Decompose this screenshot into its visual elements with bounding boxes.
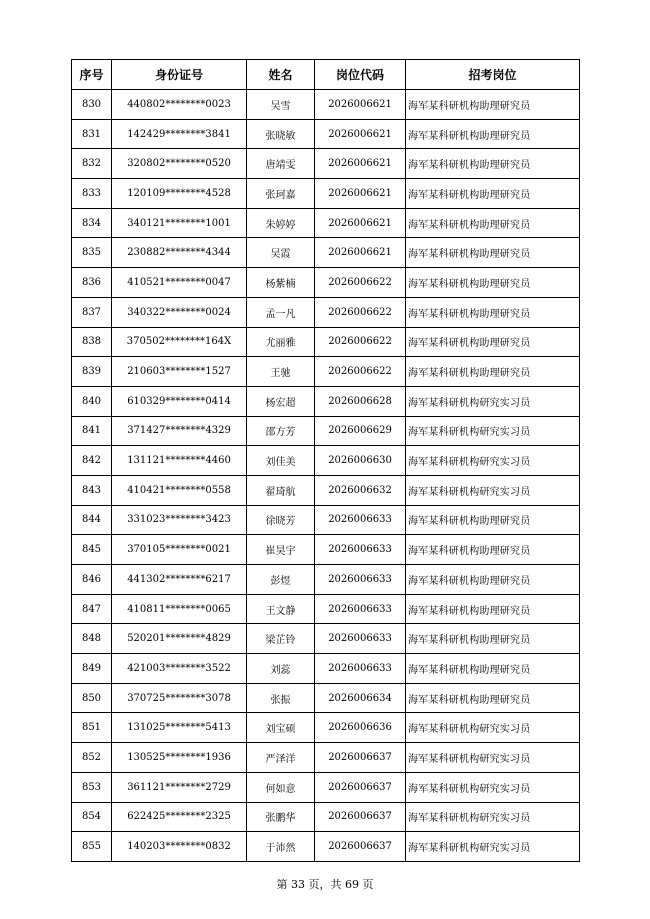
post-title-cell: 海军某科研机构研究实习员 (406, 416, 580, 446)
name-cell: 吴霞 (247, 238, 315, 268)
id-number-cell: 361121********2729 (112, 772, 247, 802)
name-cell: 邵方芳 (247, 416, 315, 446)
table-row (72, 683, 580, 713)
serial-number-cell: 848 (72, 624, 112, 654)
name-cell: 刘宝硕 (247, 713, 315, 743)
post-code-cell: 2026006629 (315, 416, 406, 446)
post-code-cell: 2026006637 (315, 832, 406, 862)
post-code-cell: 2026006628 (315, 386, 406, 416)
post-title-cell: 海军某科研机构助理研究员 (406, 535, 580, 565)
name-cell: 杨宏超 (247, 386, 315, 416)
table-row (72, 832, 580, 862)
post-code-cell: 2026006633 (315, 654, 406, 684)
id-number-cell: 410811********0065 (112, 594, 247, 624)
table-row (72, 238, 580, 268)
table-row (72, 119, 580, 149)
post-code-cell: 2026006621 (315, 238, 406, 268)
id-number-cell: 441302********6217 (112, 565, 247, 595)
table-row (72, 772, 580, 802)
id-number-cell: 370502********164X (112, 327, 247, 357)
serial-number-cell: 853 (72, 772, 112, 802)
table-row (72, 149, 580, 179)
serial-number-cell: 831 (72, 119, 112, 149)
table-row (72, 713, 580, 743)
post-title-cell: 海军某科研机构助理研究员 (406, 565, 580, 595)
id-number-cell: 131025********5413 (112, 713, 247, 743)
id-number-cell: 520201********4829 (112, 624, 247, 654)
post-title-cell: 海军某科研机构助理研究员 (406, 505, 580, 535)
post-title-cell: 海军某科研机构研究实习员 (406, 832, 580, 862)
serial-number-cell: 855 (72, 832, 112, 862)
id-number-cell: 230882********4344 (112, 238, 247, 268)
post-code-cell: 2026006621 (315, 208, 406, 238)
table-header-row (72, 60, 580, 90)
table-row (72, 446, 580, 476)
serial-number-cell: 836 (72, 268, 112, 298)
id-number-cell: 142429********3841 (112, 119, 247, 149)
name-cell: 唐靖雯 (247, 149, 315, 179)
post-code-cell: 2026006622 (315, 357, 406, 387)
table-row (72, 386, 580, 416)
table-row (72, 624, 580, 654)
candidate-table (71, 59, 580, 862)
header-id-number: 身份证号 (112, 60, 247, 90)
post-code-cell: 2026006633 (315, 505, 406, 535)
serial-number-cell: 838 (72, 327, 112, 357)
post-title-cell: 海军某科研机构助理研究员 (406, 179, 580, 209)
post-title-cell: 海军某科研机构助理研究员 (406, 208, 580, 238)
name-cell: 梁芷铃 (247, 624, 315, 654)
post-title-cell: 海军某科研机构助理研究员 (406, 654, 580, 684)
post-title-cell: 海军某科研机构研究实习员 (406, 475, 580, 505)
table-row (72, 594, 580, 624)
post-code-cell: 2026006622 (315, 268, 406, 298)
post-code-cell: 2026006637 (315, 772, 406, 802)
header-post-title: 招考岗位 (406, 60, 580, 90)
post-title-cell: 海军某科研机构助理研究员 (406, 268, 580, 298)
header-name: 姓名 (247, 60, 315, 90)
post-code-cell: 2026006634 (315, 683, 406, 713)
serial-number-cell: 851 (72, 713, 112, 743)
name-cell: 王文静 (247, 594, 315, 624)
name-cell: 严泽洋 (247, 743, 315, 773)
table-row (72, 179, 580, 209)
post-title-cell: 海军某科研机构助理研究员 (406, 327, 580, 357)
id-number-cell: 371427********4329 (112, 416, 247, 446)
post-title-cell: 海军某科研机构研究实习员 (406, 713, 580, 743)
id-number-cell: 140203********0832 (112, 832, 247, 862)
id-number-cell: 370105********0021 (112, 535, 247, 565)
table-row (72, 357, 580, 387)
post-title-cell: 海军某科研机构助理研究员 (406, 149, 580, 179)
table-row (72, 268, 580, 298)
serial-number-cell: 844 (72, 505, 112, 535)
name-cell: 张鹏华 (247, 802, 315, 832)
serial-number-cell: 839 (72, 357, 112, 387)
post-code-cell: 2026006633 (315, 594, 406, 624)
post-code-cell: 2026006636 (315, 713, 406, 743)
name-cell: 张晓敏 (247, 119, 315, 149)
table-row (72, 208, 580, 238)
id-number-cell: 370725********3078 (112, 683, 247, 713)
serial-number-cell: 847 (72, 594, 112, 624)
name-cell: 王驰 (247, 357, 315, 387)
table-row (72, 90, 580, 120)
id-number-cell: 440802********0023 (112, 90, 247, 120)
id-number-cell: 622425********2325 (112, 802, 247, 832)
name-cell: 张珂嘉 (247, 179, 315, 209)
post-title-cell: 海军某科研机构研究实习员 (406, 772, 580, 802)
id-number-cell: 320802********0520 (112, 149, 247, 179)
name-cell: 彭煜 (247, 565, 315, 595)
id-number-cell: 130525********1936 (112, 743, 247, 773)
post-title-cell: 海军某科研机构助理研究员 (406, 297, 580, 327)
table-row (72, 802, 580, 832)
page-footer: 第 33 页，共 69 页 (276, 878, 374, 891)
serial-number-cell: 832 (72, 149, 112, 179)
serial-number-cell: 830 (72, 90, 112, 120)
post-title-cell: 海军某科研机构研究实习员 (406, 386, 580, 416)
post-code-cell: 2026006622 (315, 327, 406, 357)
post-code-cell: 2026006621 (315, 90, 406, 120)
post-title-cell: 海军某科研机构助理研究员 (406, 624, 580, 654)
serial-number-cell: 834 (72, 208, 112, 238)
id-number-cell: 340322********0024 (112, 297, 247, 327)
post-code-cell: 2026006637 (315, 802, 406, 832)
serial-number-cell: 845 (72, 535, 112, 565)
name-cell: 翟琦航 (247, 475, 315, 505)
serial-number-cell: 846 (72, 565, 112, 595)
post-title-cell: 海军某科研机构研究实习员 (406, 802, 580, 832)
post-code-cell: 2026006622 (315, 297, 406, 327)
table-row (72, 654, 580, 684)
post-title-cell: 海军某科研机构助理研究员 (406, 594, 580, 624)
table-row (72, 416, 580, 446)
post-title-cell: 海军某科研机构研究实习员 (406, 743, 580, 773)
id-number-cell: 610329********0414 (112, 386, 247, 416)
serial-number-cell: 842 (72, 446, 112, 476)
id-number-cell: 410521********0047 (112, 268, 247, 298)
post-title-cell: 海军某科研机构助理研究员 (406, 238, 580, 268)
post-code-cell: 2026006630 (315, 446, 406, 476)
serial-number-cell: 850 (72, 683, 112, 713)
id-number-cell: 131121********4460 (112, 446, 247, 476)
name-cell: 尤丽雅 (247, 327, 315, 357)
post-title-cell: 海军某科研机构助理研究员 (406, 119, 580, 149)
serial-number-cell: 852 (72, 743, 112, 773)
table-row (72, 565, 580, 595)
name-cell: 于沛然 (247, 832, 315, 862)
post-code-cell: 2026006633 (315, 565, 406, 595)
post-code-cell: 2026006621 (315, 149, 406, 179)
name-cell: 孟一凡 (247, 297, 315, 327)
id-number-cell: 331023********3423 (112, 505, 247, 535)
post-code-cell: 2026006621 (315, 119, 406, 149)
table-row (72, 535, 580, 565)
post-code-cell: 2026006633 (315, 535, 406, 565)
serial-number-cell: 835 (72, 238, 112, 268)
post-code-cell: 2026006633 (315, 624, 406, 654)
post-title-cell: 海军某科研机构研究实习员 (406, 446, 580, 476)
post-code-cell: 2026006632 (315, 475, 406, 505)
serial-number-cell: 849 (72, 654, 112, 684)
table-row (72, 743, 580, 773)
table-body (72, 90, 580, 862)
table-row (72, 297, 580, 327)
id-number-cell: 210603********1527 (112, 357, 247, 387)
name-cell: 刘蕊 (247, 654, 315, 684)
name-cell: 朱婷婷 (247, 208, 315, 238)
name-cell: 杨紫楠 (247, 268, 315, 298)
id-number-cell: 410421********0558 (112, 475, 247, 505)
serial-number-cell: 837 (72, 297, 112, 327)
table-row (72, 327, 580, 357)
serial-number-cell: 833 (72, 179, 112, 209)
post-title-cell: 海军某科研机构助理研究员 (406, 357, 580, 387)
id-number-cell: 340121********1001 (112, 208, 247, 238)
table-row (72, 475, 580, 505)
id-number-cell: 421003********3522 (112, 654, 247, 684)
name-cell: 张振 (247, 683, 315, 713)
name-cell: 何如意 (247, 772, 315, 802)
serial-number-cell: 854 (72, 802, 112, 832)
post-title-cell: 海军某科研机构助理研究员 (406, 683, 580, 713)
id-number-cell: 120109********4528 (112, 179, 247, 209)
post-title-cell: 海军某科研机构助理研究员 (406, 90, 580, 120)
name-cell: 崔昊宇 (247, 535, 315, 565)
serial-number-cell: 840 (72, 386, 112, 416)
table-row (72, 505, 580, 535)
name-cell: 徐晓芳 (247, 505, 315, 535)
name-cell: 吴雪 (247, 90, 315, 120)
header-post-code: 岗位代码 (315, 60, 406, 90)
post-code-cell: 2026006621 (315, 179, 406, 209)
name-cell: 刘佳美 (247, 446, 315, 476)
post-code-cell: 2026006637 (315, 743, 406, 773)
serial-number-cell: 843 (72, 475, 112, 505)
header-serial-number: 序号 (72, 60, 112, 90)
serial-number-cell: 841 (72, 416, 112, 446)
